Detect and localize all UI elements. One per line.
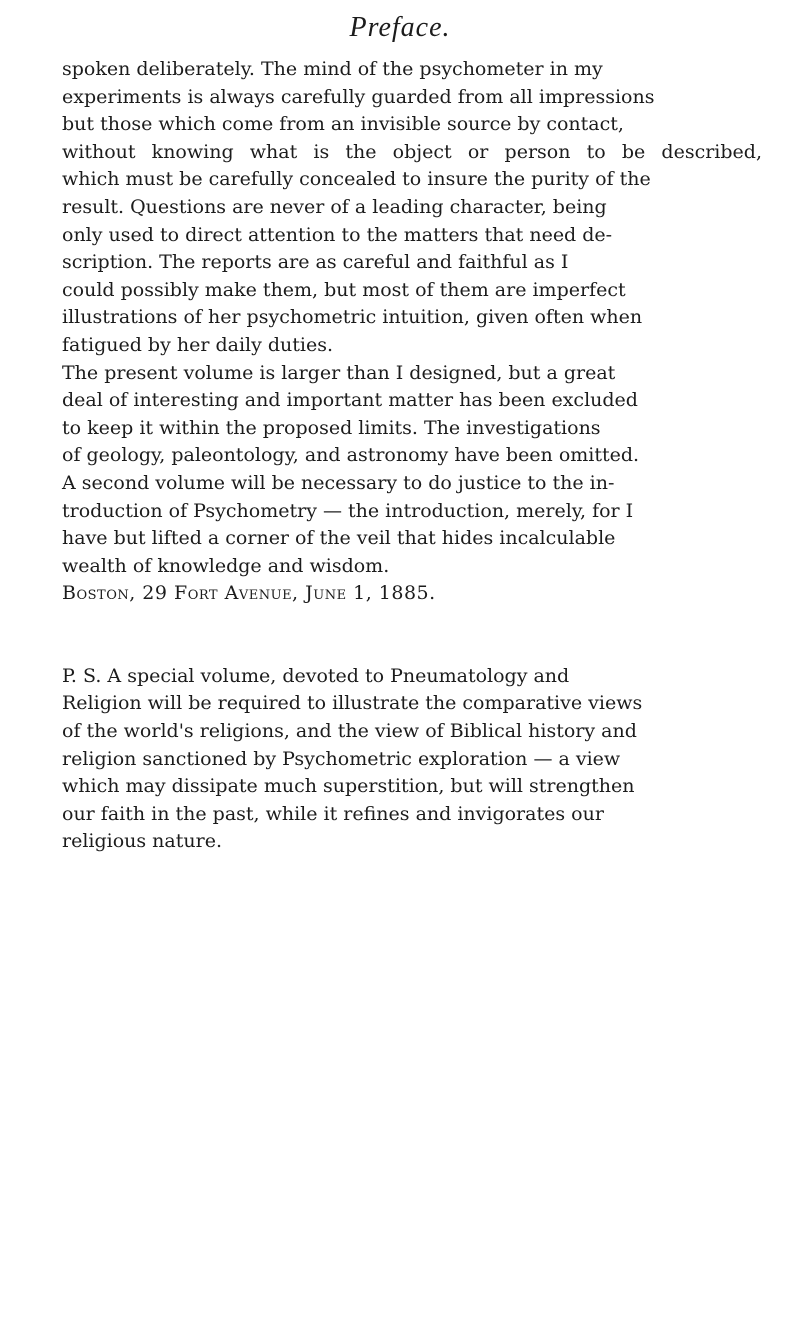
text-line: which may dissipate much superstition, but will strengthen (62, 775, 635, 798)
text-line: scription. The reports are as careful and faithful as I (62, 251, 569, 274)
text-line: but those which come from an invisible source by contact, (62, 113, 624, 136)
text-line: deal of interesting and important matter has been excluded (62, 389, 638, 412)
running-head: Preface. (349, 12, 451, 43)
text-line: only used to direct attention to the matters that need de- (62, 223, 613, 246)
text-line: A second volume will be necessary to do justice to the in- (62, 471, 615, 494)
text-line: wealth of knowledge and wisdom. (62, 554, 390, 577)
text-line: religious nature. (62, 830, 222, 853)
postscript (62, 663, 762, 856)
text-line: fatigued by her daily duties. (62, 333, 334, 356)
text-line: which must be carefully concealed to insure the purity of the (62, 168, 651, 191)
paragraph-2 (62, 360, 762, 581)
paragraph-1 (62, 56, 762, 360)
page-body (62, 56, 762, 856)
text-line: religion sanctioned by Psychometric exploration — a view (62, 747, 621, 770)
text-line: to keep it within the proposed limits. The investigations (62, 416, 601, 439)
text-line: result. Questions are never of a leading character, being (62, 195, 607, 218)
text-line: Religion will be required to illustrate the comparative views (62, 692, 643, 715)
text-line: illustrations of her psychometric intuition, given often when (62, 306, 643, 329)
text-line: of the world's religions, and the view of Biblical history and (62, 720, 637, 743)
place-date-signoff: Boston, 29 Fort Avenue, June 1, 1885. (62, 582, 436, 605)
text-line: have but lifted a corner of the veil that hides incalculable (62, 527, 616, 550)
text-line: our faith in the past, while it refines and invigorates our (62, 802, 604, 825)
text-line: The present volume is larger than I designed, but a great (62, 361, 616, 384)
text-line: troduction of Psychometry — the introduction, merely, for I (62, 499, 634, 522)
text-line: could possibly make them, but most of them are imperfect (62, 278, 626, 301)
section-gap (62, 608, 762, 663)
text-line: P. S. A special volume, devoted to Pneumatology and (62, 664, 570, 687)
text-line: spoken deliberately. The mind of the psychometer in my (62, 58, 603, 80)
text-line: of geology, paleontology, and astronomy have been omitted. (62, 444, 640, 467)
text-line: experiments is always carefully guarded from all impressions (62, 85, 655, 108)
text-line: without knowing what is the object or person to be described, (62, 140, 762, 163)
